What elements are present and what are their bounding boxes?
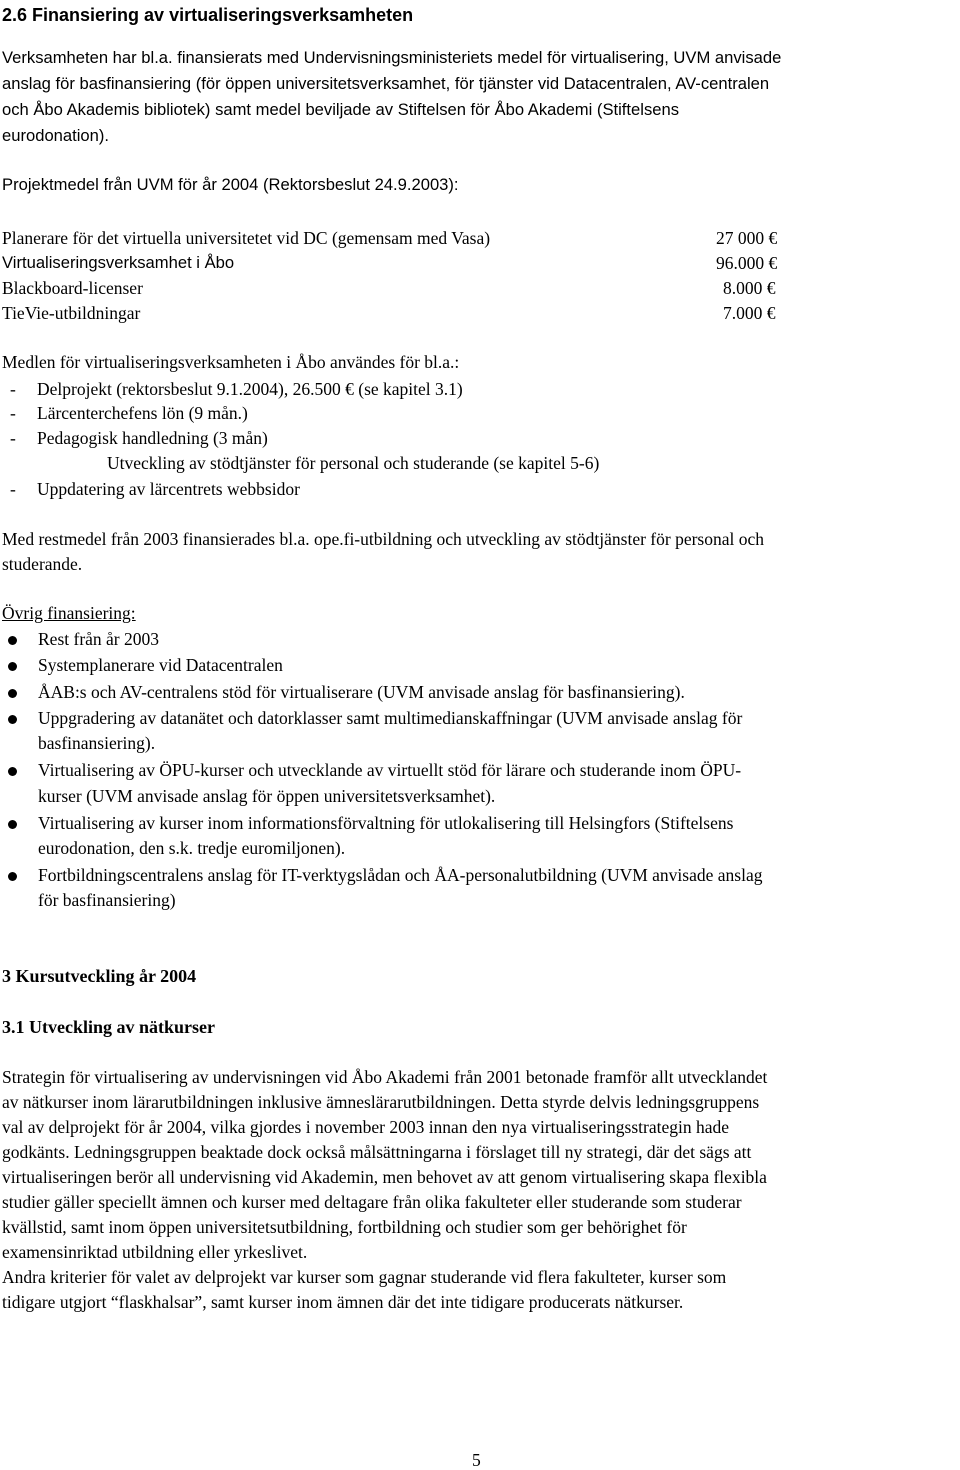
body-line: tidigare utgjort “flaskhalsar”, samt kurser inom ämnen där det inte tidigare producerats nätkurser. xyxy=(2,1292,684,1312)
budget-item-label: Blackboard-licenser xyxy=(2,278,143,298)
body-line: virtualiseringen berör all undervisning vid Akademin, men behovet av att genom virtualisering skapa flexibla xyxy=(2,1167,767,1187)
bullet-icon xyxy=(8,820,17,829)
intro-line: Verksamheten har bl.a. finansierats med Undervisningsministeriets medel för virtualisering, UVM anvisade xyxy=(2,48,782,67)
dash-marker: - xyxy=(10,479,16,499)
intro-line: och Åbo Akademis bibliotek) samt medel beviljade av Stiftelsen för Åbo Akademi (Stiftelsens xyxy=(2,100,679,119)
ovrig-item-continuation: kurser (UVM anvisade anslag för öppen universitetsverksamhet). xyxy=(38,786,496,806)
restmedel-line: studerande. xyxy=(2,554,83,574)
body-line: val av delprojekt för år 2004, vilka gjordes i november 2003 innan den nya virtualiseringsstrategin hade xyxy=(2,1117,730,1137)
ovrig-item: Virtualisering av kurser inom informationsförvaltning för utlokalisering till Helsingfors (Stiftelsens xyxy=(38,813,734,833)
body-line: godkänts. Ledningsgruppen beaktade dock också målsättningarna i förslaget till ny strategi, där det sägs att xyxy=(2,1142,752,1162)
section-heading: 2.6 Finansiering av virtualiseringsverksamheten xyxy=(2,5,414,25)
ovrig-item: Virtualisering av ÖPU-kurser och utvecklande av virtuellt stöd för lärare och studerande inom ÖPU- xyxy=(38,760,742,780)
ovrig-item: ÅAB:s och AV-centralens stöd för virtualiserare (UVM anvisade anslag för basfinansiering). xyxy=(38,682,685,702)
body-line: examensinriktad utbildning eller yrkeslivet. xyxy=(2,1242,308,1262)
page-number: 5 xyxy=(472,1450,481,1470)
dash-marker: - xyxy=(10,403,16,423)
budget-item-amount: 96.000 € xyxy=(716,253,778,273)
budget-item-amount: 27 000 € xyxy=(716,228,778,248)
subsection-heading: 3.1 Utveckling av nätkurser xyxy=(2,1017,215,1037)
chapter-heading: 3 Kursutveckling år 2004 xyxy=(2,966,197,986)
budget-item-amount: 7.000 € xyxy=(723,303,776,323)
bullet-icon xyxy=(8,689,17,698)
bullet-icon xyxy=(8,715,17,724)
ovrig-item-continuation: eurodonation, den s.k. tredje euromiljonen). xyxy=(38,838,346,858)
ovrig-item: Systemplanerare vid Datacentralen xyxy=(38,655,283,675)
medlen-item: Pedagogisk handledning (3 mån) xyxy=(37,428,268,448)
budget-item-label: TieVie-utbildningar xyxy=(2,303,141,323)
body-line: studier gäller speciellt ämnen och kurser med deltagare från olika fakulteter eller studerande som studerar xyxy=(2,1192,742,1212)
dash-marker: - xyxy=(10,428,16,448)
projektmedel-heading: Projektmedel från UVM för år 2004 (Rektorsbeslut 24.9.2003): xyxy=(2,175,459,194)
ovrig-item: Fortbildningscentralens anslag för IT-verktygslådan och ÅA-personalutbildning (UVM anvisade anslag xyxy=(38,865,763,885)
dash-marker: - xyxy=(10,379,16,399)
ovrig-heading: Övrig finansiering: xyxy=(2,603,136,623)
bullet-icon xyxy=(8,767,17,776)
ovrig-item-continuation: basfinansiering). xyxy=(38,733,156,753)
ovrig-item: Rest från år 2003 xyxy=(38,629,160,649)
body-line: Strategin för virtualisering av undervisningen vid Åbo Akademi från 2001 betonade framför allt utvecklandet xyxy=(2,1067,768,1087)
body-line: Andra kriterier för valet av delprojekt var kurser som gagnar studerande vid flera fakulteter, kurser som xyxy=(2,1267,727,1287)
body-line: kvällstid, samt inom öppen universitetsutbildning, fortbildning och studier som ger behörighet för xyxy=(2,1217,687,1237)
bullet-icon xyxy=(8,872,17,881)
medlen-heading: Medlen för virtualiseringsverksamheten i Åbo användes för bl.a.: xyxy=(2,352,460,372)
ovrig-item: Uppgradering av datanätet och datorklasser samt multimedianskaffningar (UVM anvisade anslag för xyxy=(38,708,743,728)
medlen-item: Lärcenterchefens lön (9 mån.) xyxy=(37,403,248,423)
intro-line: anslag för basfinansiering (för öppen universitetsverksamhet, för tjänster vid Datacentralen, AV-centralen xyxy=(2,74,770,93)
budget-item-label: Virtualiseringsverksamhet i Åbo xyxy=(2,253,235,272)
medlen-item: Uppdatering av lärcentrets webbsidor xyxy=(37,479,300,499)
bullet-icon xyxy=(8,636,17,645)
restmedel-line: Med restmedel från 2003 finansierades bl.a. ope.fi-utbildning och utveckling av stödtjänster för personal och xyxy=(2,529,765,549)
budget-item-label: Planerare för det virtuella universitetet vid DC (gemensam med Vasa) xyxy=(2,228,491,248)
medlen-item: Utveckling av stödtjänster för personal och studerande (se kapitel 5-6) xyxy=(107,453,600,473)
budget-item-amount: 8.000 € xyxy=(723,278,776,298)
intro-line: eurodonation). xyxy=(2,126,110,145)
ovrig-item-continuation: för basfinansiering) xyxy=(38,890,176,910)
bullet-icon xyxy=(8,662,17,671)
medlen-item: Delprojekt (rektorsbeslut 9.1.2004), 26.500 € (se kapitel 3.1) xyxy=(37,379,463,399)
body-line: av nätkurser inom lärarutbildningen inklusive ämneslärarutbildningen. Detta styrde delvis ledningsgruppens xyxy=(2,1092,760,1112)
